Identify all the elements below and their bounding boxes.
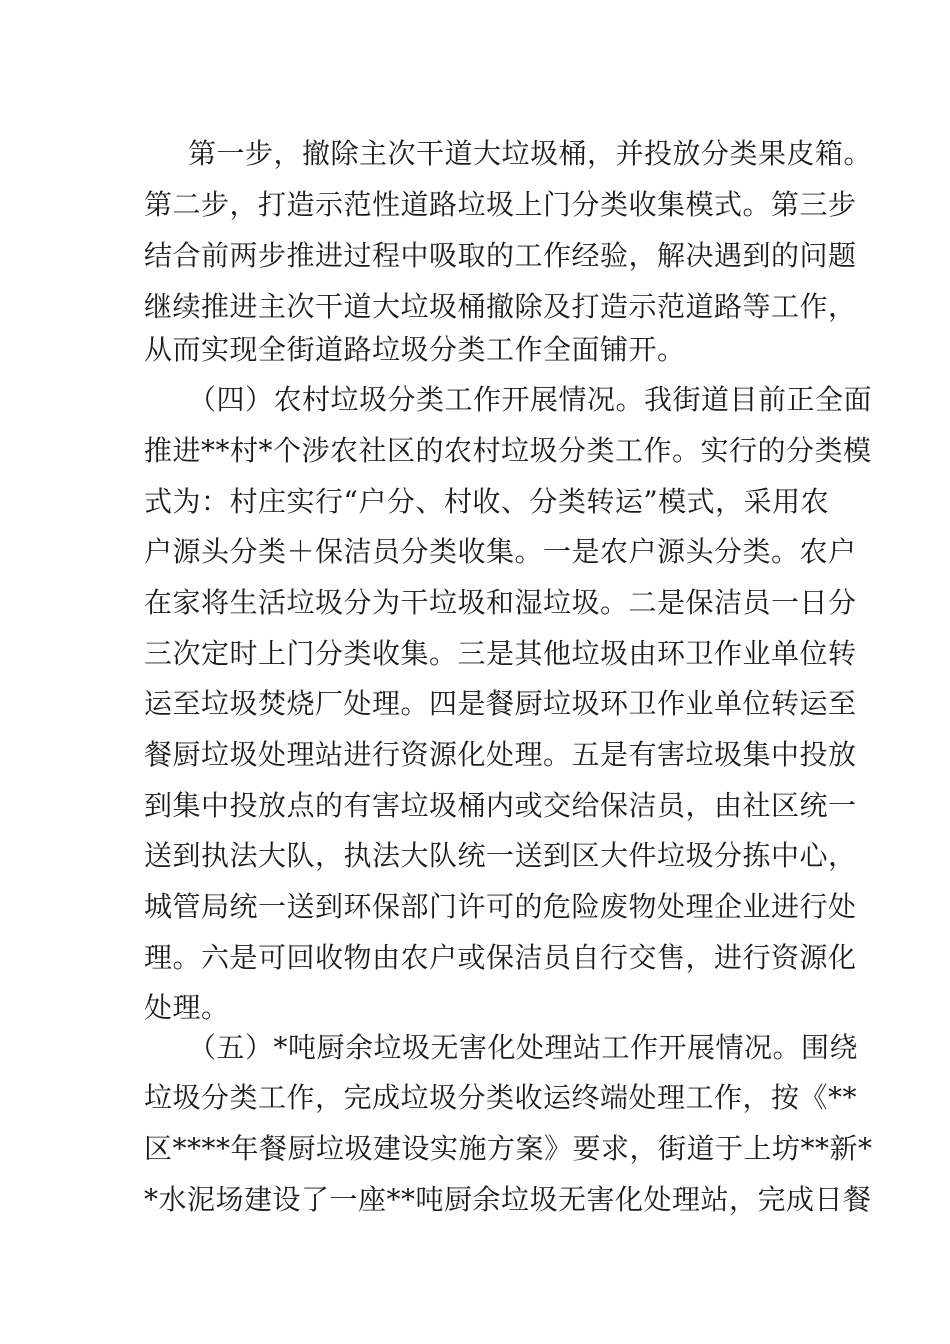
paragraph-line: 餐厨垃圾处理站进行资源化处理。五是有害垃圾集中投放	[144, 738, 857, 771]
paragraph-line: 第二步，打造示范性道路垃圾上门分类收集模式。第三步	[144, 188, 857, 221]
paragraph-line: 区****年餐厨垃圾建设实施方案》要求，街道于上坊**新*	[144, 1132, 873, 1165]
paragraph-line: 第一步，撤除主次干道大垃圾桶，并投放分类果皮箱。	[188, 137, 873, 170]
paragraph-line: 三次定时上门分类收集。三是其他垃圾由环卫作业单位转	[144, 637, 857, 670]
paragraph-line: （四）农村垃圾分类工作开展情况。我街道目前正全面	[188, 383, 873, 416]
paragraph-line: 到集中投放点的有害垃圾桶内或交给保洁员，由社区统一	[144, 789, 857, 822]
paragraph-line: 垃圾分类工作，完成垃圾分类收运终端处理工作，按《**	[144, 1081, 858, 1114]
paragraph-line: （五）*吨厨余垃圾无害化处理站工作开展情况。围绕	[188, 1031, 859, 1064]
paragraph-line: 推进**村*个涉农社区的农村垃圾分类工作。实行的分类模	[144, 434, 872, 467]
paragraph-line: 理。六是可回收物由农户或保洁员自行交售，进行资源化	[144, 941, 857, 974]
paragraph-line: 继续推进主次干道大垃圾桶撤除及打造示范道路等工作，	[144, 290, 857, 323]
paragraph-line: 城管局统一送到环保部门许可的危险废物处理企业进行处	[144, 890, 857, 923]
paragraph-line: 从而实现全街道路垃圾分类工作全面铺开。	[144, 333, 686, 366]
paragraph-line: 处理。	[144, 991, 230, 1024]
paragraph-line: *水泥场建设了一座**吨厨余垃圾无害化处理站，完成日餐	[144, 1183, 872, 1216]
paragraph-line: 结合前两步推进过程中吸取的工作经验，解决遇到的问题	[144, 239, 857, 272]
paragraph-line: 户源头分类＋保洁员分类收集。一是农户源头分类。农户	[144, 535, 857, 568]
paragraph-line: 运至垃圾焚烧厂处理。四是餐厨垃圾环卫作业单位转运至	[144, 687, 857, 720]
paragraph-line: 在家将生活垃圾分为干垃圾和湿垃圾。二是保洁员一日分	[144, 586, 857, 619]
paragraph-line: 式为：村庄实行“户分、村收、分类转运”模式，采用农	[144, 485, 830, 518]
paragraph-line: 送到执法大队，执法大队统一送到区大件垃圾分拣中心，	[144, 839, 857, 872]
